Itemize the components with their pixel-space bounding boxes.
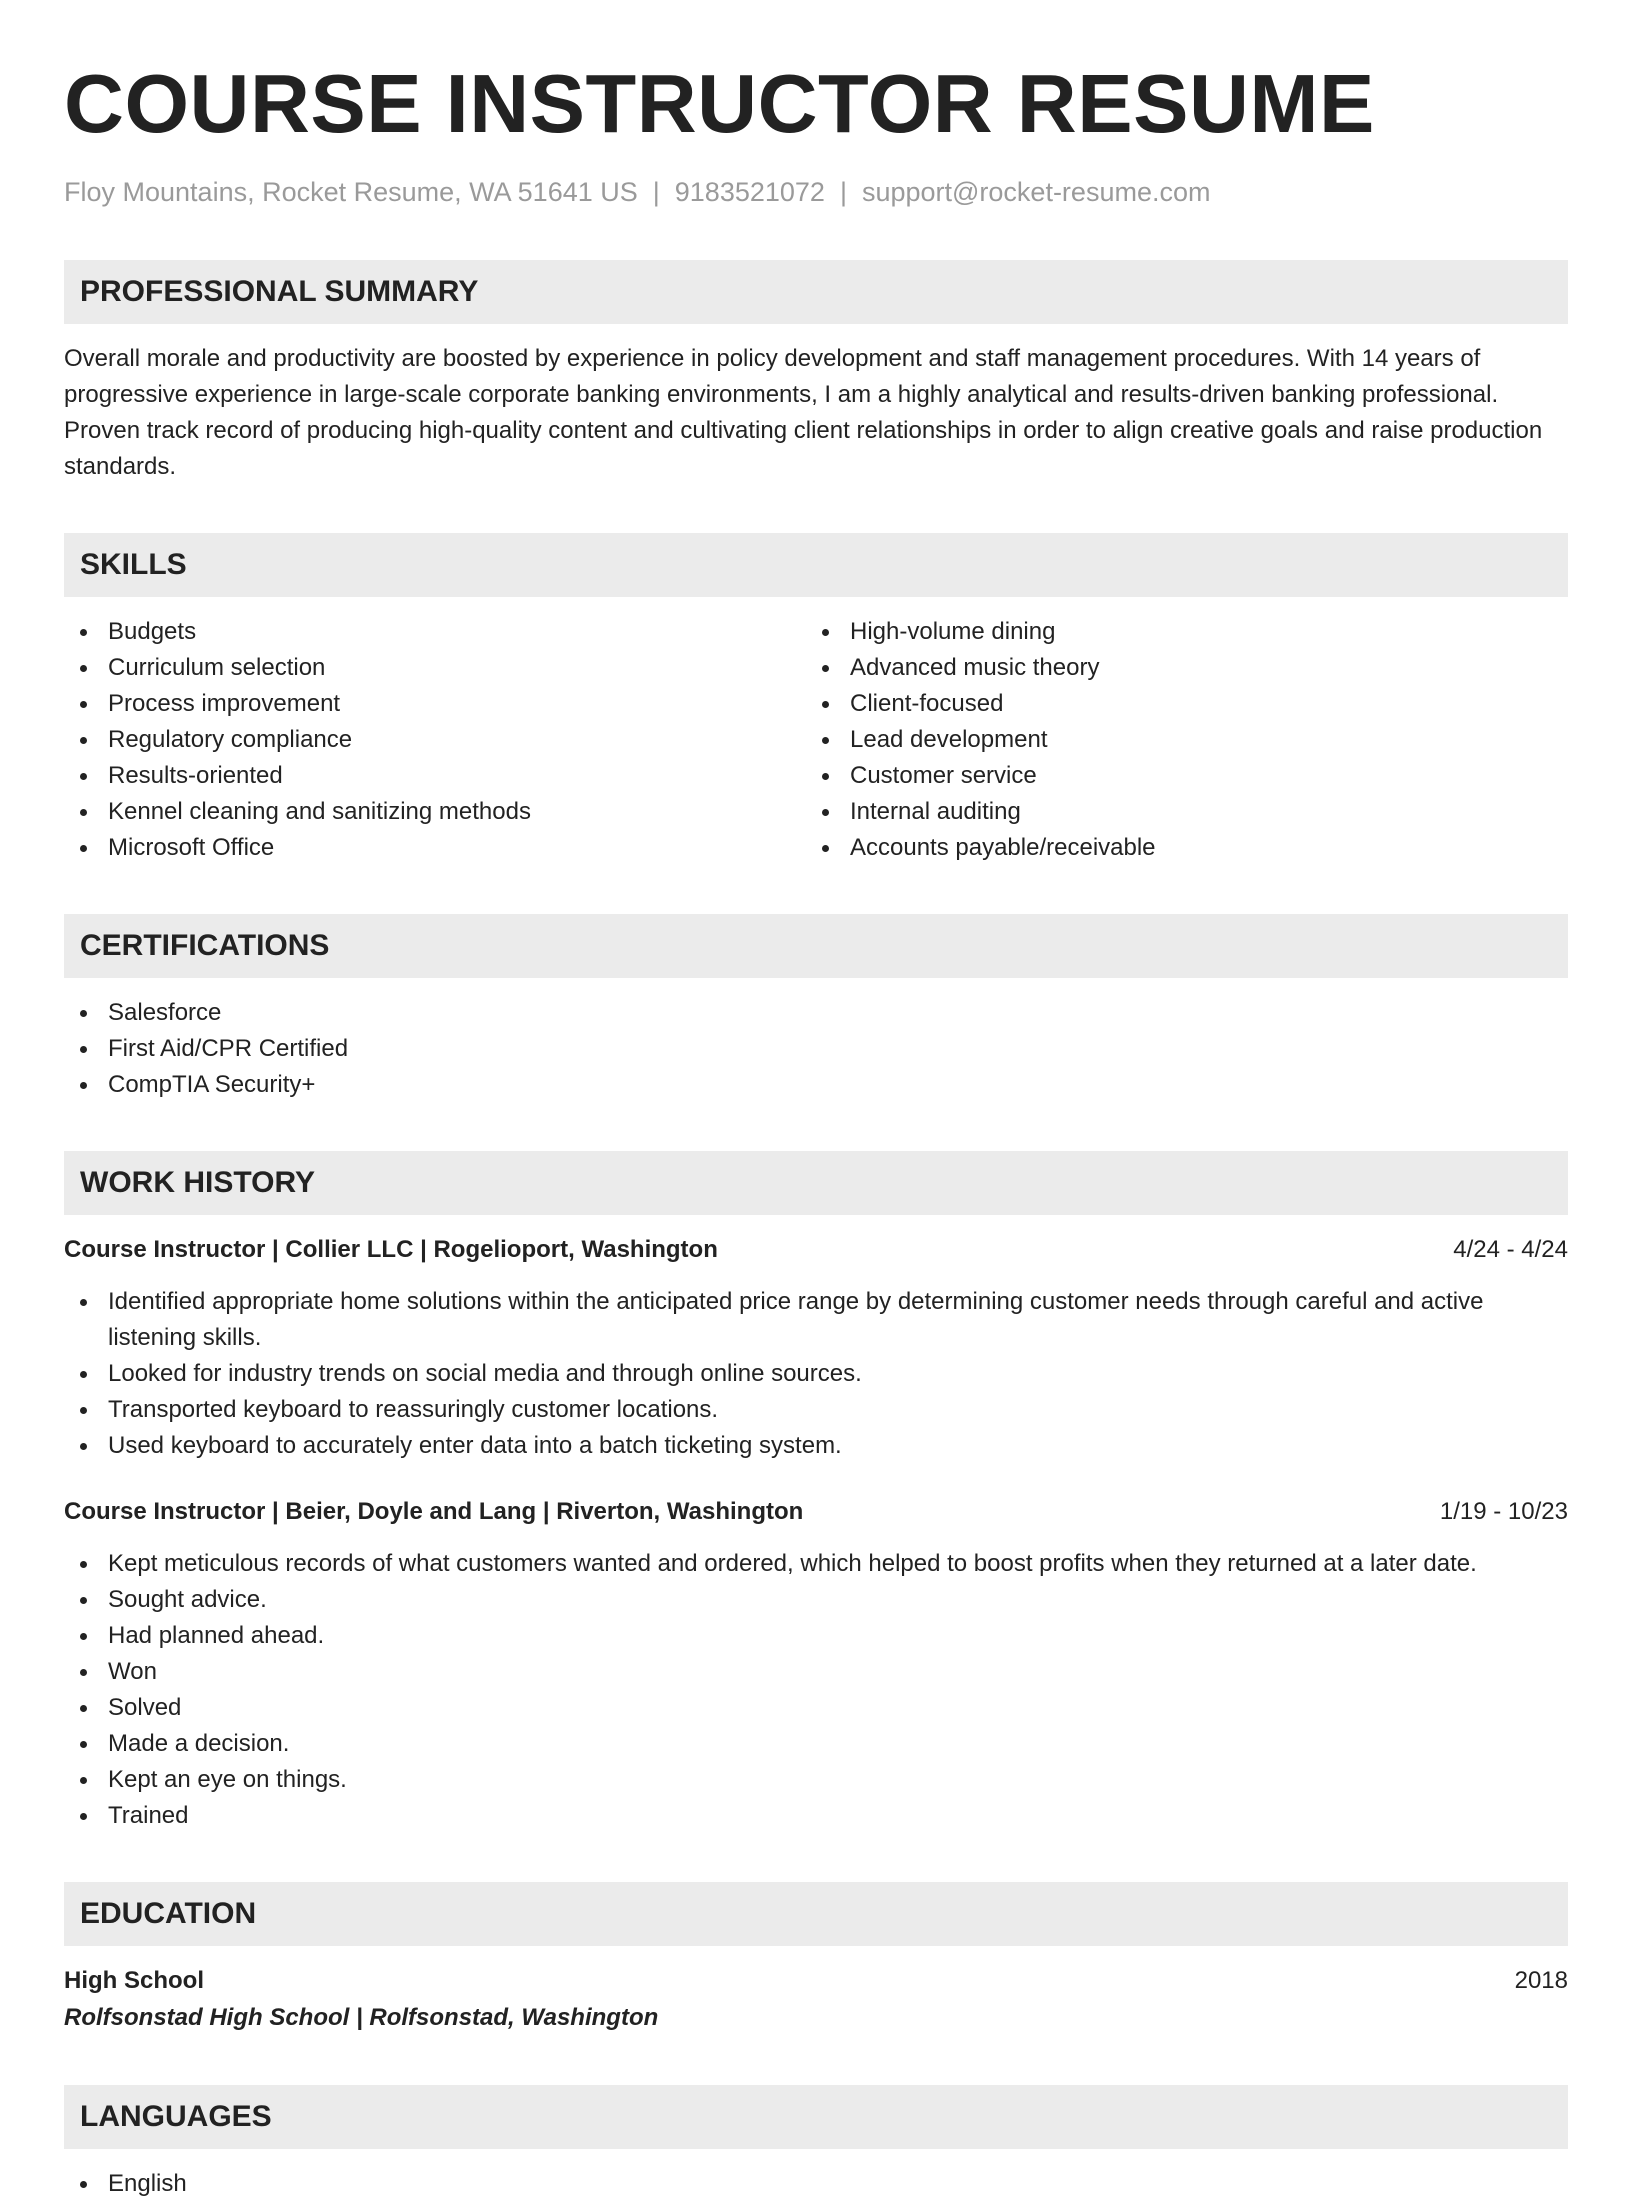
job-duty-item: Had planned ahead. <box>64 1618 1568 1654</box>
section-heading-certifications: CERTIFICATIONS <box>64 914 1568 978</box>
education-degree: High School <box>64 1967 204 1994</box>
skill-item: Accounts payable/receivable <box>806 830 1548 866</box>
contact-email: support@rocket-resume.com <box>861 177 1211 207</box>
skill-item: Microsoft Office <box>64 830 806 866</box>
certification-item: First Aid/CPR Certified <box>64 1031 1568 1067</box>
section-heading-summary: PROFESSIONAL SUMMARY <box>64 260 1568 324</box>
job-entry <box>64 1494 1568 1834</box>
contact-separator: | <box>839 177 847 207</box>
job-title: Course Instructor | Beier, Doyle and Lang | Riverton, Washington <box>64 1498 804 1525</box>
certification-item: Salesforce <box>64 995 1568 1031</box>
skill-item: Advanced music theory <box>806 650 1548 686</box>
skill-item: Customer service <box>806 758 1548 794</box>
job-title: Course Instructor | Collier LLC | Rogelioport, Washington <box>64 1236 718 1263</box>
job-duty-item: Made a decision. <box>64 1726 1568 1762</box>
skill-item: Results-oriented <box>64 758 806 794</box>
skill-item: Curriculum selection <box>64 650 806 686</box>
education-header <box>64 1963 1568 1999</box>
job-duties-list <box>64 1284 1568 1464</box>
skill-item: Kennel cleaning and sanitizing methods <box>64 794 806 830</box>
job-duty-item: Trained <box>64 1798 1568 1834</box>
languages-list <box>64 2166 1568 2202</box>
contact-address: Floy Mountains, Rocket Resume, WA 51641 US <box>64 177 638 207</box>
section-heading-languages: LANGUAGES <box>64 2085 1568 2149</box>
job-duty-item: Looked for industry trends on social media and through online sources. <box>64 1356 1568 1392</box>
skills-list-left <box>64 614 806 866</box>
job-duty-item: Kept an eye on things. <box>64 1762 1568 1798</box>
resume-title: COURSE INSTRUCTOR RESUME <box>64 57 1375 150</box>
education-entry <box>64 1963 1568 2037</box>
skill-item: Internal auditing <box>806 794 1548 830</box>
job-duties-list <box>64 1546 1568 1834</box>
section-heading-education: EDUCATION <box>64 1882 1568 1946</box>
job-dates: 1/19 - 10/23 <box>1439 1498 1568 1525</box>
skill-item: Budgets <box>64 614 806 650</box>
skills-list-right <box>806 614 1548 866</box>
skill-item: High-volume dining <box>806 614 1548 650</box>
education-school: Rolfsonstad High School | Rolfsonstad, Washington <box>64 2004 659 2031</box>
job-duty-item: Sought advice. <box>64 1582 1568 1618</box>
contact-phone: 9183521072 <box>674 177 825 207</box>
job-entry <box>64 1232 1568 1464</box>
certification-item: CompTIA Security+ <box>64 1067 1568 1103</box>
summary-text: Overall morale and productivity are boosted by experience in policy development and staff management procedures. With 14 years of progressive experience in large-scale corporate banking environments, I am a highly analytical and results-driven banking professional. Proven track record of producing high-quality content and cultivating client relationships in order to align creative goals and raise production standards. <box>64 345 1543 480</box>
job-duty-item: Solved <box>64 1690 1568 1726</box>
education-year: 2018 <box>1514 1967 1568 1994</box>
job-duty-item: Identified appropriate home solutions within the anticipated price range by determining customer needs through careful and active listening skills. <box>64 1284 1568 1356</box>
contact-line <box>64 174 1568 210</box>
skill-item: Process improvement <box>64 686 806 722</box>
job-header <box>64 1494 1568 1530</box>
contact-separator: | <box>652 177 660 207</box>
skill-item: Lead development <box>806 722 1548 758</box>
section-heading-work-history: WORK HISTORY <box>64 1151 1568 1215</box>
language-item: English <box>64 2166 1568 2202</box>
skill-item: Regulatory compliance <box>64 722 806 758</box>
job-duty-item: Transported keyboard to reassuringly customer locations. <box>64 1392 1568 1428</box>
section-heading-skills: SKILLS <box>64 533 1568 597</box>
skills-grid <box>64 614 1568 866</box>
job-duty-item: Kept meticulous records of what customers wanted and ordered, which helped to boost profits when they returned at a later date. <box>64 1546 1568 1582</box>
job-dates: 4/24 - 4/24 <box>1453 1236 1568 1263</box>
job-duty-item: Won <box>64 1654 1568 1690</box>
job-header <box>64 1232 1568 1268</box>
certifications-list <box>64 995 1568 1103</box>
skill-item: Client-focused <box>806 686 1548 722</box>
job-duty-item: Used keyboard to accurately enter data into a batch ticketing system. <box>64 1428 1568 1464</box>
